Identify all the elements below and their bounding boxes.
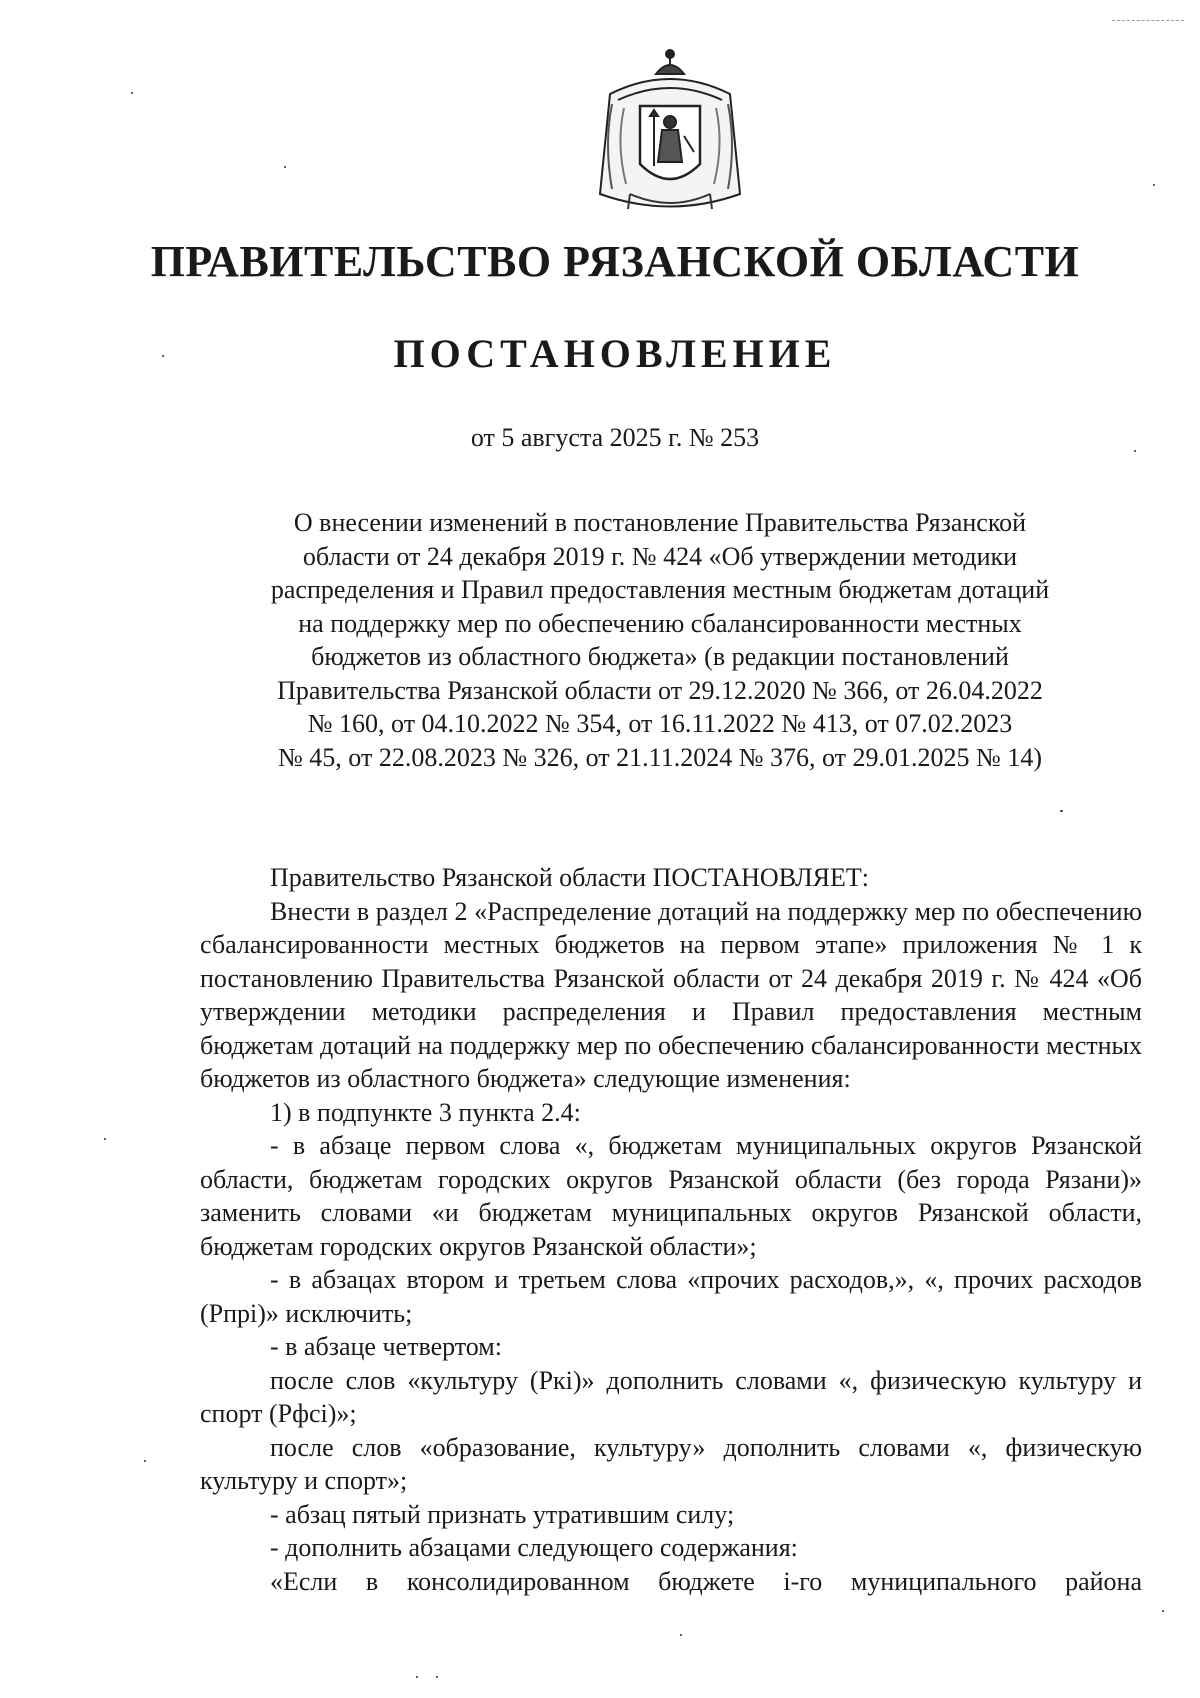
subject-line: № 45, от 22.08.2023 № 326, от 21.11.2024 № 376, от 29.01.2025 № 14) [278, 742, 1042, 772]
document-type-title: ПОСТАНОВЛЕНИЕ [393, 331, 837, 376]
scan-mark [1112, 20, 1184, 21]
subject-line: распределения и Правил предоставления местным бюджетам дотаций [270, 575, 1050, 604]
scan-speck [131, 92, 133, 94]
scan-speck [436, 1676, 438, 1678]
body-paragraph: после слов «образование, культуру» дополнить словами «, физическую культуру и спорт»; [200, 1432, 1142, 1495]
organization-title: ПРАВИТЕЛЬСТВО РЯЗАНСКОЙ ОБЛАСТИ [150, 237, 1080, 286]
document-date-number: от 5 августа 2025 г. № 253 [470, 423, 760, 452]
body-paragraph: - в абзацах втором и третьем слова «прочих расходов,», «, прочих расходов (Рпрi)» исключить; [200, 1265, 1142, 1328]
coat-of-arms-emblem [590, 44, 750, 224]
body-paragraph: после слов «культуру (Ркi)» дополнить словами «, физическую культуру и спорт (Рфсi)»; [200, 1365, 1142, 1428]
subject-line: бюджетов из областного бюджета» (в редакции постановлений [311, 642, 1009, 671]
body-paragraph: «Если в консолидированном бюджете i-го муниципального района [270, 1566, 1142, 1596]
subject-line: области от 24 декабря 2019 г. № 424 «Об утверждении методики [302, 541, 1018, 571]
scan-speck [1060, 810, 1063, 812]
scan-speck [1153, 184, 1155, 186]
body-paragraph: - в абзаце первом слова «, бюджетам муниципальных округов Рязанской области, бюджетам городских округов Рязанской области (без города Рязани)» заменить словами «и бюджетам муниципальных округов Рязанской области, бюджетам городских округов Рязанской области»; [200, 1131, 1142, 1261]
body-paragraph: Внести в раздел 2 «Распределение дотаций на поддержку мер по обеспечению сбалансированности местных бюджетов на первом этапе» приложения № 1 к постановлению Правительства Рязанской области от 24 декабря 2019 г. № 424 «Об утверждении методики распределения и Правил предоставления местным бюджетам дотаций на поддержку мер по обеспечению сбалансированности местных бюджетов из областного бюджета» следующие изменения: [200, 896, 1142, 1093]
subject-line: Правительства Рязанской области от 29.12.2020 № 366, от 26.04.2022 [277, 675, 1043, 705]
body-paragraph: - абзац пятый признать утратившим силу; [270, 1499, 735, 1529]
scan-speck [416, 1676, 418, 1678]
body-paragraph: - дополнить абзацами следующего содержания: [270, 1533, 798, 1562]
subject-line: на поддержку мер по обеспечению сбалансированности местных [298, 608, 1022, 638]
scan-speck [680, 1634, 682, 1636]
scan-speck [144, 1460, 146, 1462]
document-body [200, 861, 1142, 1598]
scan-speck [162, 355, 164, 357]
subject-line: № 160, от 04.10.2022 № 354, от 16.11.2022 № 413, от 07.02.2023 [307, 709, 1013, 738]
scan-speck [284, 166, 286, 168]
scan-speck [104, 1138, 106, 1140]
body-paragraph: 1) в подпункте 3 пункта 2.4: [270, 1097, 581, 1127]
document-subject [230, 506, 1090, 774]
scan-speck [1134, 450, 1136, 452]
body-paragraph: Правительство Рязанской области ПОСТАНОВЛЯЕТ: [270, 863, 870, 892]
subject-line: О внесении изменений в постановление Правительства Рязанской [293, 508, 1027, 537]
scan-speck [1162, 1610, 1164, 1612]
body-paragraph: - в абзаце четвертом: [270, 1332, 502, 1361]
